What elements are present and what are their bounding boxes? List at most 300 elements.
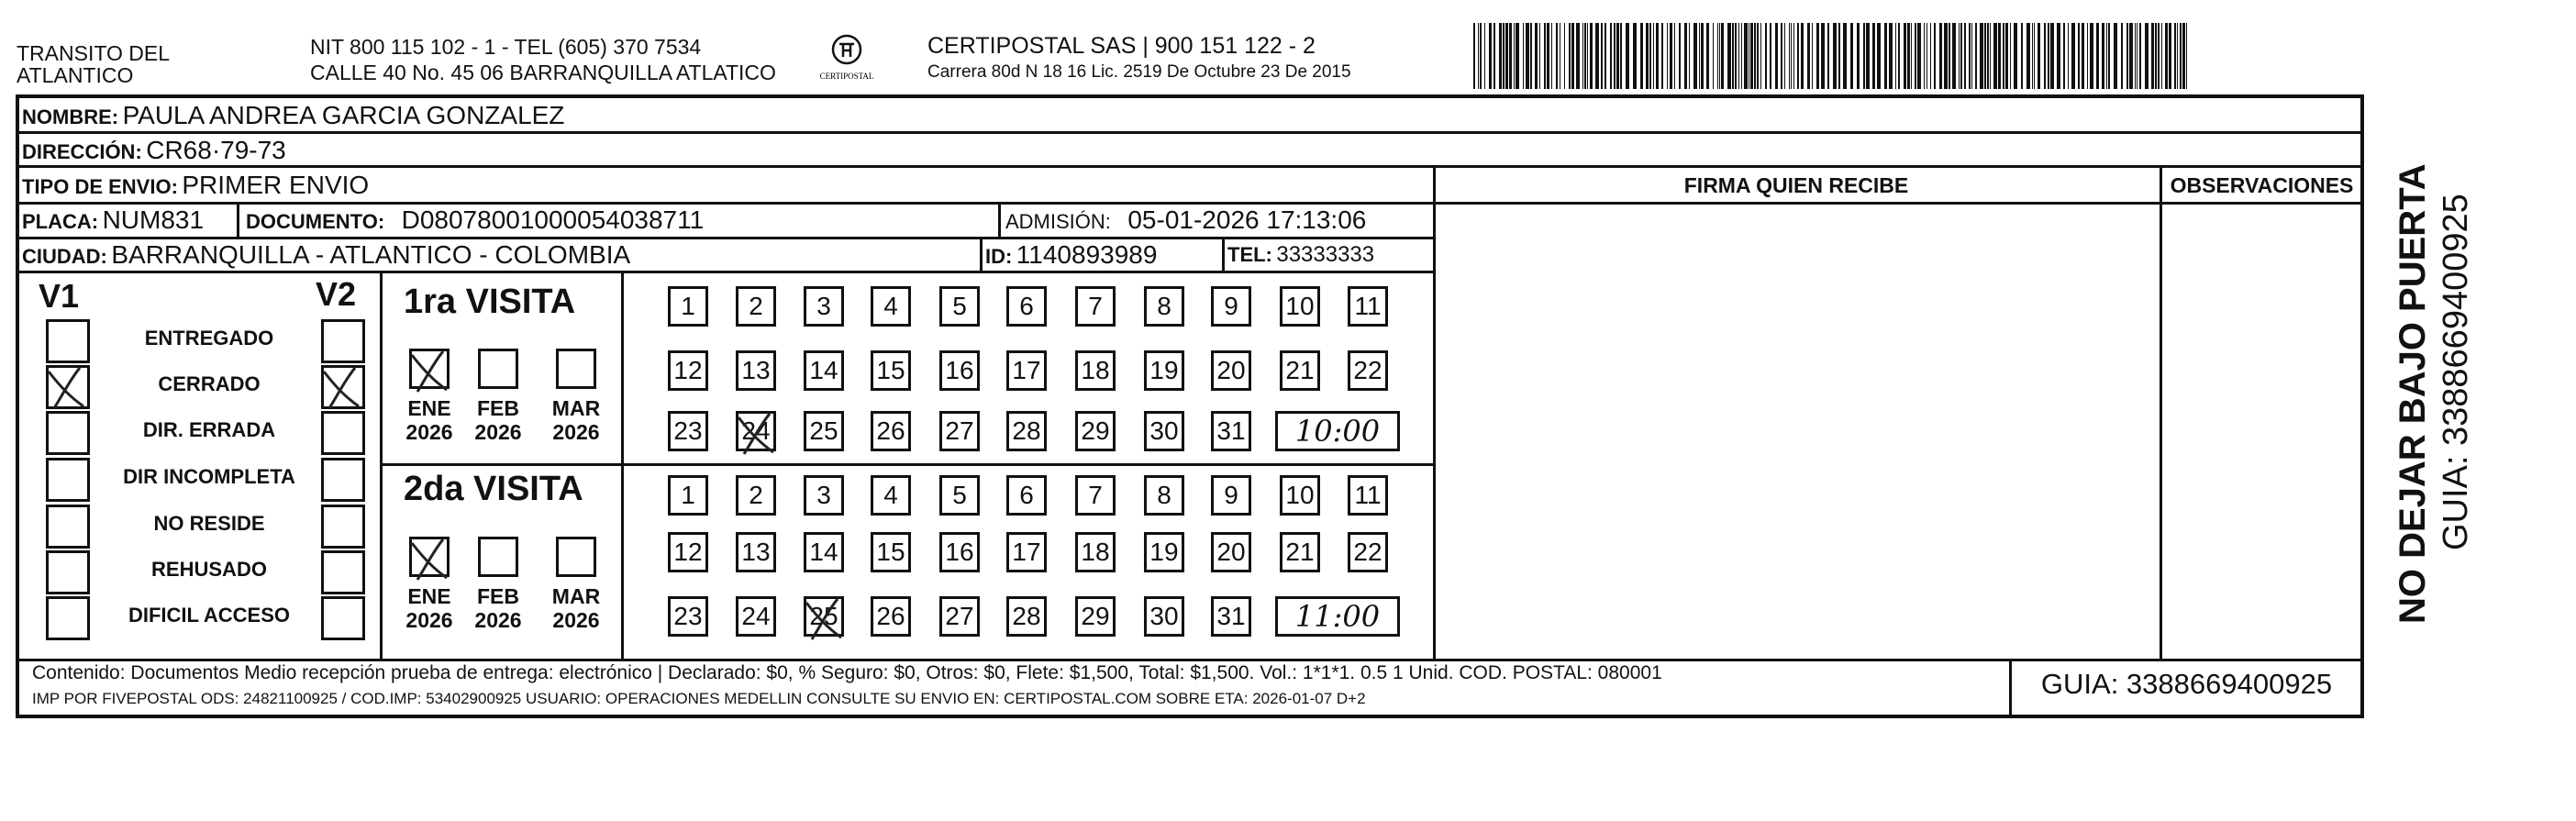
v2-status-checkbox[interactable] (321, 365, 365, 409)
barcode-bar (1797, 23, 1799, 89)
observaciones-area[interactable] (2163, 205, 2362, 657)
contenido-line: Contenido: Documentos Medio recepción prueba de entrega: electrónico | Declarado: $0, % Seguro: $0, Otros: $0, Flete: $1,500, Total: $1,500. Vol.: 1*1*1. 0.5 1 Unid. COD. POSTAL: 080001 (32, 662, 1662, 683)
courier-name-line: CERTIPOSTAL SAS | 900 151 122 - 2 (927, 33, 1316, 59)
second-visit-day-box[interactable]: 5 (939, 475, 980, 516)
barcode-bar (1838, 23, 1840, 89)
month-name: ENE (407, 396, 451, 420)
barcode-bar (2068, 23, 2069, 89)
admision-label: ADMISIÓN: (1005, 210, 1111, 233)
barcode-bar (2129, 23, 2133, 89)
barcode-bar (2106, 23, 2107, 89)
second-visit-month-label (471, 584, 526, 632)
barcode-bar (2048, 23, 2049, 89)
rule-nombre (16, 131, 2364, 134)
barcode-bar (2180, 23, 2182, 89)
barcode-bar (1877, 23, 1881, 89)
v2-status-checkbox[interactable] (321, 411, 365, 455)
barcode-bar (1514, 23, 1515, 89)
barcode-bar (1523, 23, 1524, 89)
first-visit-day-box[interactable]: 11 (1348, 286, 1388, 327)
courier-address-line: Carrera 80d N 18 16 Lic. 2519 De Octubre 23 De 2015 (927, 62, 1351, 82)
barcode-bar (2126, 23, 2128, 89)
no-dejar-bajo-puerta-warning: NO DEJAR BAJO PUERTA (2393, 163, 2433, 624)
barcode-bar (1667, 23, 1668, 89)
first-visit-day-box[interactable]: 4 (871, 286, 911, 327)
month-year: 2026 (552, 608, 600, 632)
barcode-bar (1693, 23, 1697, 89)
status-label: NO RESIDE (153, 512, 265, 535)
barcode-bar (1765, 23, 1767, 89)
first-visit-day-box[interactable]: 12 (668, 350, 708, 391)
first-visit-day-box[interactable]: 26 (871, 411, 911, 451)
month-year: 2026 (552, 420, 600, 444)
barcode-bar (1604, 23, 1606, 89)
second-visit-day-box[interactable]: 23 (668, 596, 708, 637)
rule-ciudad-id (980, 237, 983, 271)
barcode-bar (1944, 23, 1948, 89)
barcode-bar (2034, 23, 2035, 89)
barcode-bar (1821, 23, 1825, 89)
barcode-bar (1503, 23, 1505, 89)
rule-footer (16, 659, 2364, 661)
barcode-bar (1640, 23, 1643, 89)
second-visit-day-box[interactable]: 10 (1280, 475, 1320, 516)
barcode-bar (1706, 23, 1709, 89)
barcode-bar (1721, 23, 1724, 89)
barcode-bar (2003, 23, 2004, 89)
placa-value: NUM831 (102, 205, 205, 234)
second-visit-day-box[interactable]: 31 (1211, 596, 1251, 637)
v1-status-checkbox[interactable] (46, 596, 90, 640)
barcode-bar (1551, 23, 1552, 89)
second-month-handwritten-mark (406, 532, 458, 583)
month-year: 2026 (474, 608, 522, 632)
barcode-bar (1750, 23, 1753, 89)
barcode-bar (2108, 23, 2110, 89)
barcode-bar (1653, 23, 1654, 89)
second-visit-day-box[interactable]: 30 (1144, 596, 1184, 637)
certipostal-logo (815, 31, 879, 86)
barcode-bar (1727, 23, 1731, 89)
first-visit-day-box[interactable]: 30 (1144, 411, 1184, 451)
barcode-bar (2169, 23, 2171, 89)
id-field (985, 240, 1157, 270)
sender-name (17, 42, 170, 86)
first-visit-day-box[interactable]: 9 (1211, 286, 1251, 327)
barcode-bar (1964, 23, 1966, 89)
barcode-bar (1735, 23, 1737, 89)
v1-status-checkbox[interactable] (46, 365, 90, 409)
barcode-bar (1926, 23, 1927, 89)
second-visit-month-checkbox[interactable] (409, 537, 450, 577)
barcode-bar (1649, 23, 1651, 89)
month-name: FEB (477, 584, 519, 608)
barcode-bar (1738, 23, 1739, 89)
second-visit-day-box[interactable]: 13 (736, 532, 776, 572)
barcode-bar (1807, 23, 1810, 89)
barcode-bar (2174, 23, 2176, 89)
barcode-bar (1674, 23, 1675, 89)
status-label: ENTREGADO (144, 327, 274, 349)
barcode-bar (1493, 23, 1495, 89)
second-visit-month-label (402, 584, 457, 632)
status-label: REHUSADO (151, 558, 267, 581)
v2-status-checkbox[interactable] (321, 596, 365, 640)
v2-status-checkbox[interactable] (321, 550, 365, 594)
v2-status-checkbox[interactable] (321, 319, 365, 363)
barcode-bar (1587, 23, 1588, 89)
barcode-bar (2014, 23, 2017, 89)
v1-status-checkbox[interactable] (46, 505, 90, 549)
barcode-bar (1971, 23, 1972, 89)
documento-label: DOCUMENTO: (246, 210, 385, 233)
first-visit-day-box[interactable]: 20 (1211, 350, 1251, 391)
second-visit-day-box[interactable]: 16 (939, 532, 980, 572)
logo-text: CERTIPOSTAL (819, 72, 874, 81)
barcode-bar (1539, 23, 1540, 89)
barcode-bar (2050, 23, 2054, 89)
barcode-bar (2032, 23, 2033, 89)
second-visit-day-box[interactable]: 2 (736, 475, 776, 516)
ciudad-value: BARRANQUILLA - ATLANTICO - COLOMBIA (111, 240, 631, 269)
barcode-bar (1701, 23, 1704, 89)
second-visit-day-box[interactable]: 17 (1006, 532, 1047, 572)
barcode-bar (1556, 23, 1558, 89)
second-visit-month-checkbox[interactable] (556, 537, 596, 577)
barcode-bar (1917, 23, 1921, 89)
barcode-bar (1904, 23, 1906, 89)
barcode-bar (2090, 23, 2093, 89)
barcode-bar (2114, 23, 2117, 89)
barcode-bar (1895, 23, 1896, 89)
rule-id-tel (1222, 237, 1225, 271)
day-handwritten-mark (733, 406, 784, 461)
firma-header: FIRMA QUIEN RECIBE (1683, 173, 1909, 197)
barcode-bar (1571, 23, 1574, 89)
barcode-bar (1719, 23, 1720, 89)
barcode-bar (2021, 23, 2023, 89)
barcode-bar (2044, 23, 2046, 89)
v1-heading: V1 (39, 277, 80, 315)
first-visit-day-box[interactable]: 24 (736, 411, 776, 451)
ciudad-label: CIUDAD: (22, 245, 107, 268)
barcode-bar (1547, 23, 1549, 89)
imp-line: IMP POR FIVEPOSTAL ODS: 24821100925 / COD.IMP: 53402900925 USUARIO: OPERACIONES MEDELLIN CONSULTE SU ENVIO EN: CERTIPOSTAL.COM SOBRE ETA: 2026-01-07 D+2 (32, 690, 1366, 707)
rule-status-visits (380, 271, 383, 659)
v2-heading: V2 (316, 275, 357, 313)
barcode-bar (1661, 23, 1663, 89)
second-visit-title: 2da VISITA (404, 470, 583, 508)
barcode-bar (2145, 23, 2149, 89)
first-visit-day-box[interactable]: 15 (871, 350, 911, 391)
v2-status-checkbox[interactable] (321, 458, 365, 502)
footer-guia: GUIA: 3388669400925 (2040, 668, 2333, 700)
barcode-bar (1980, 23, 1983, 89)
tipo-envio-field (22, 171, 369, 200)
barcode-bar (1843, 23, 1847, 89)
direccion-label: DIRECCIÓN: (22, 140, 142, 163)
barcode-bar (1949, 23, 1950, 89)
first-visit-day-box[interactable]: 8 (1144, 286, 1184, 327)
rule-columns-header (1433, 202, 2364, 205)
v1-status-checkbox[interactable] (46, 550, 90, 594)
first-visit-day-box[interactable]: 27 (939, 411, 980, 451)
barcode-bar (1850, 23, 1853, 89)
barcode-bar (1626, 23, 1629, 89)
first-visit-month-checkbox[interactable] (556, 349, 596, 389)
second-visit-day-box[interactable]: 21 (1280, 532, 1320, 572)
barcode-bar (1595, 23, 1599, 89)
barcode-bar (1717, 23, 1718, 89)
v1-status-checkbox[interactable] (46, 458, 90, 502)
id-label: ID: (985, 245, 1013, 268)
barcode-bar (1754, 23, 1756, 89)
barcode-bar (2186, 23, 2187, 89)
barcode-bar (1781, 23, 1782, 89)
first-visit-day-box[interactable]: 6 (1006, 286, 1047, 327)
nombre-field (22, 101, 564, 130)
barcode-bar (1924, 23, 1925, 89)
barcode-bar (2063, 23, 2065, 89)
barcode-bar (2151, 23, 2154, 89)
second-visit-month-checkbox[interactable] (478, 537, 518, 577)
barcode-bar (1616, 23, 1619, 89)
tel-value: 33333333 (1276, 242, 1375, 267)
barcode-bar (1590, 23, 1593, 89)
direccion-value: CR68·79-73 (146, 136, 286, 164)
barcode-bar (1952, 23, 1956, 89)
rule-ciudad (16, 271, 1433, 273)
first-visit-time-box[interactable]: 10:00 (1275, 411, 1400, 451)
barcode-bar (1526, 23, 1529, 89)
barcode-bar (1713, 23, 1714, 89)
barcode-bar (1911, 23, 1912, 89)
rule-direccion (16, 165, 2364, 168)
first-visit-month-checkbox[interactable] (478, 349, 518, 389)
v2-status-checkbox[interactable] (321, 505, 365, 549)
ciudad-field (22, 240, 630, 270)
second-visit-day-box[interactable]: 15 (871, 532, 911, 572)
barcode-bar (1670, 23, 1672, 89)
nombre-label: NOMBRE: (22, 105, 119, 128)
barcode-bar (1930, 23, 1931, 89)
month-name: MAR (551, 584, 601, 608)
first-visit-day-box[interactable]: 25 (804, 411, 844, 451)
barcode-bar (1827, 23, 1829, 89)
first-visit-month-label (549, 396, 604, 444)
month-year: 2026 (405, 420, 453, 444)
barcode-bar (1732, 23, 1734, 89)
barcode-bar (1656, 23, 1659, 89)
rule-visit-split (380, 463, 1433, 466)
first-month-handwritten-mark (406, 344, 458, 395)
status-label: DIR INCOMPLETA (123, 465, 295, 488)
barcode-bar (1959, 23, 1960, 89)
second-visit-day-box[interactable]: 9 (1211, 475, 1251, 516)
sender-line-2: ATLANTICO (17, 63, 134, 87)
second-visit-day-box[interactable]: 6 (1006, 475, 1047, 516)
second-visit-time-box[interactable]: 11:00 (1275, 596, 1400, 637)
barcode-bar (1975, 23, 1977, 89)
second-visit-day-box[interactable]: 25 (804, 596, 844, 637)
barcode-bar (1564, 23, 1565, 89)
barcode-bar (1866, 23, 1870, 89)
barcode-bar (1480, 23, 1482, 89)
barcode-bar (2096, 23, 2099, 89)
sender-nit-line: NIT 800 115 102 - 1 - TEL (605) 370 7534 (310, 35, 702, 59)
month-year: 2026 (405, 608, 453, 632)
second-visit-day-box[interactable]: 22 (1348, 532, 1388, 572)
v1-status-checkbox[interactable] (46, 411, 90, 455)
barcode-bar (1505, 23, 1508, 89)
second-visit-day-box[interactable]: 11 (1348, 475, 1388, 516)
rule-firma-left (1433, 165, 1436, 659)
id-value: 1140893989 (1016, 240, 1158, 269)
first-visit-day-box[interactable]: 31 (1211, 411, 1251, 451)
barcode-bar (1530, 23, 1532, 89)
first-visit-day-box[interactable]: 2 (736, 286, 776, 327)
first-visit-day-box[interactable]: 5 (939, 286, 980, 327)
sender-address-line: CALLE 40 No. 45 06 BARRANQUILLA ATLATICO (310, 61, 776, 84)
second-visit-day-box[interactable]: 28 (1006, 596, 1047, 637)
firma-signature-area[interactable] (1437, 205, 2158, 657)
barcode-bar (2057, 23, 2060, 89)
first-visit-day-box[interactable]: 29 (1075, 411, 1116, 451)
direccion-field (22, 136, 286, 165)
barcode-bar (1760, 23, 1761, 89)
barcode-bar (1614, 23, 1616, 89)
barcode-bar (1744, 23, 1748, 89)
second-visit-day-box[interactable]: 29 (1075, 596, 1116, 637)
rule-placa (16, 237, 1433, 239)
second-visit-day-box[interactable]: 19 (1144, 532, 1184, 572)
sender-line-1: TRANSITO DEL (17, 41, 170, 65)
v1-handwritten-mark (43, 361, 98, 416)
first-visit-day-box[interactable]: 7 (1075, 286, 1116, 327)
tipo-envio-label: TIPO DE ENVIO: (22, 175, 178, 198)
status-label: DIFICIL ACCESO (128, 604, 290, 627)
admision-field (1005, 205, 1366, 235)
second-visit-day-box[interactable]: 8 (1144, 475, 1184, 516)
barcode-bar (2026, 23, 2030, 89)
barcode-bar (1516, 23, 1519, 89)
barcode-bar (2078, 23, 2080, 89)
tel-label: TEL: (1227, 243, 1272, 266)
barcode-bar (2182, 23, 2185, 89)
first-visit-month-checkbox[interactable] (409, 349, 450, 389)
barcode-bar (1889, 23, 1893, 89)
second-visit-day-box[interactable]: 1 (668, 475, 708, 516)
rule-doc-admision (998, 202, 1001, 237)
barcode-bar (1960, 23, 1962, 89)
first-visit-day-box[interactable]: 28 (1006, 411, 1047, 451)
second-visit-day-box[interactable]: 14 (804, 532, 844, 572)
barcode-bar (2037, 23, 2040, 89)
second-visit-day-box[interactable]: 7 (1075, 475, 1116, 516)
second-visit-day-box[interactable]: 12 (668, 532, 708, 572)
barcode-bar (1784, 23, 1785, 89)
barcode-bar (1620, 23, 1622, 89)
second-visit-day-box[interactable]: 18 (1075, 532, 1116, 572)
placa-label: PLACA: (22, 210, 99, 233)
barcode-bar (2177, 23, 2178, 89)
first-visit-day-box[interactable]: 17 (1006, 350, 1047, 391)
barcode-bar (1789, 23, 1790, 89)
second-visit-day-box[interactable]: 27 (939, 596, 980, 637)
barcode-bar (1791, 23, 1792, 89)
rule-months-days (621, 271, 624, 659)
second-visit-day-box[interactable]: 26 (871, 596, 911, 637)
barcode-bar (1898, 23, 1900, 89)
first-visit-day-box[interactable]: 14 (804, 350, 844, 391)
barcode-bar (1833, 23, 1837, 89)
second-visit-month-label (549, 584, 604, 632)
barcode-bar (1684, 23, 1687, 89)
barcode-bar (1969, 23, 1971, 89)
second-visit-day-box[interactable]: 4 (871, 475, 911, 516)
barcode-bar (1863, 23, 1865, 89)
barcode-bar (1934, 23, 1936, 89)
barcode-bar (2010, 23, 2011, 89)
barcode-bar (1601, 23, 1603, 89)
barcode-bar (2087, 23, 2088, 89)
barcode-bar (1993, 23, 1997, 89)
barcode-bar (1582, 23, 1583, 89)
observaciones-header: OBSERVACIONES (2170, 173, 2354, 197)
tipo-envio-value: PRIMER ENVIO (182, 171, 370, 199)
first-visit-month-label (471, 396, 526, 444)
first-visit-day-box[interactable]: 10 (1280, 286, 1320, 327)
first-visit-day-box[interactable]: 19 (1144, 350, 1184, 391)
shipment-barcode (1473, 23, 2191, 89)
day-handwritten-mark (801, 592, 852, 647)
barcode-bar (2071, 23, 2075, 89)
first-visit-day-box[interactable]: 22 (1348, 350, 1388, 391)
second-visit-day-box[interactable]: 20 (1211, 532, 1251, 572)
barcode-bar (1816, 23, 1819, 89)
barcode-bar (2155, 23, 2157, 89)
barcode-bar (2165, 23, 2168, 89)
barcode-bar (1610, 23, 1612, 89)
barcode-bar (1998, 23, 2001, 89)
first-visit-day-box[interactable]: 3 (804, 286, 844, 327)
barcode-bar (1646, 23, 1649, 89)
barcode-bar (1569, 23, 1571, 89)
second-visit-day-box[interactable]: 24 (736, 596, 776, 637)
barcode-bar (1584, 23, 1586, 89)
barcode-bar (1775, 23, 1778, 89)
first-visit-day-box[interactable]: 16 (939, 350, 980, 391)
first-visit-day-box[interactable]: 13 (736, 350, 776, 391)
side-guia: GUIA: 3388669400925 (2437, 194, 2475, 550)
barcode-bar (1689, 23, 1690, 89)
documento-field (246, 205, 704, 235)
barcode-bar (1489, 23, 1492, 89)
first-visit-day-box[interactable]: 1 (668, 286, 708, 327)
first-visit-day-box[interactable]: 18 (1075, 350, 1116, 391)
barcode-bar (1857, 23, 1860, 89)
first-visit-day-box[interactable]: 21 (1280, 350, 1320, 391)
barcode-bar (1793, 23, 1794, 89)
barcode-bar (1499, 23, 1502, 89)
second-visit-day-box[interactable]: 3 (804, 475, 844, 516)
month-name: MAR (551, 396, 601, 420)
barcode-bar (1907, 23, 1910, 89)
barcode-bar (1699, 23, 1700, 89)
v1-status-checkbox[interactable] (46, 319, 90, 363)
first-visit-day-box[interactable]: 23 (668, 411, 708, 451)
month-name: ENE (407, 584, 451, 608)
